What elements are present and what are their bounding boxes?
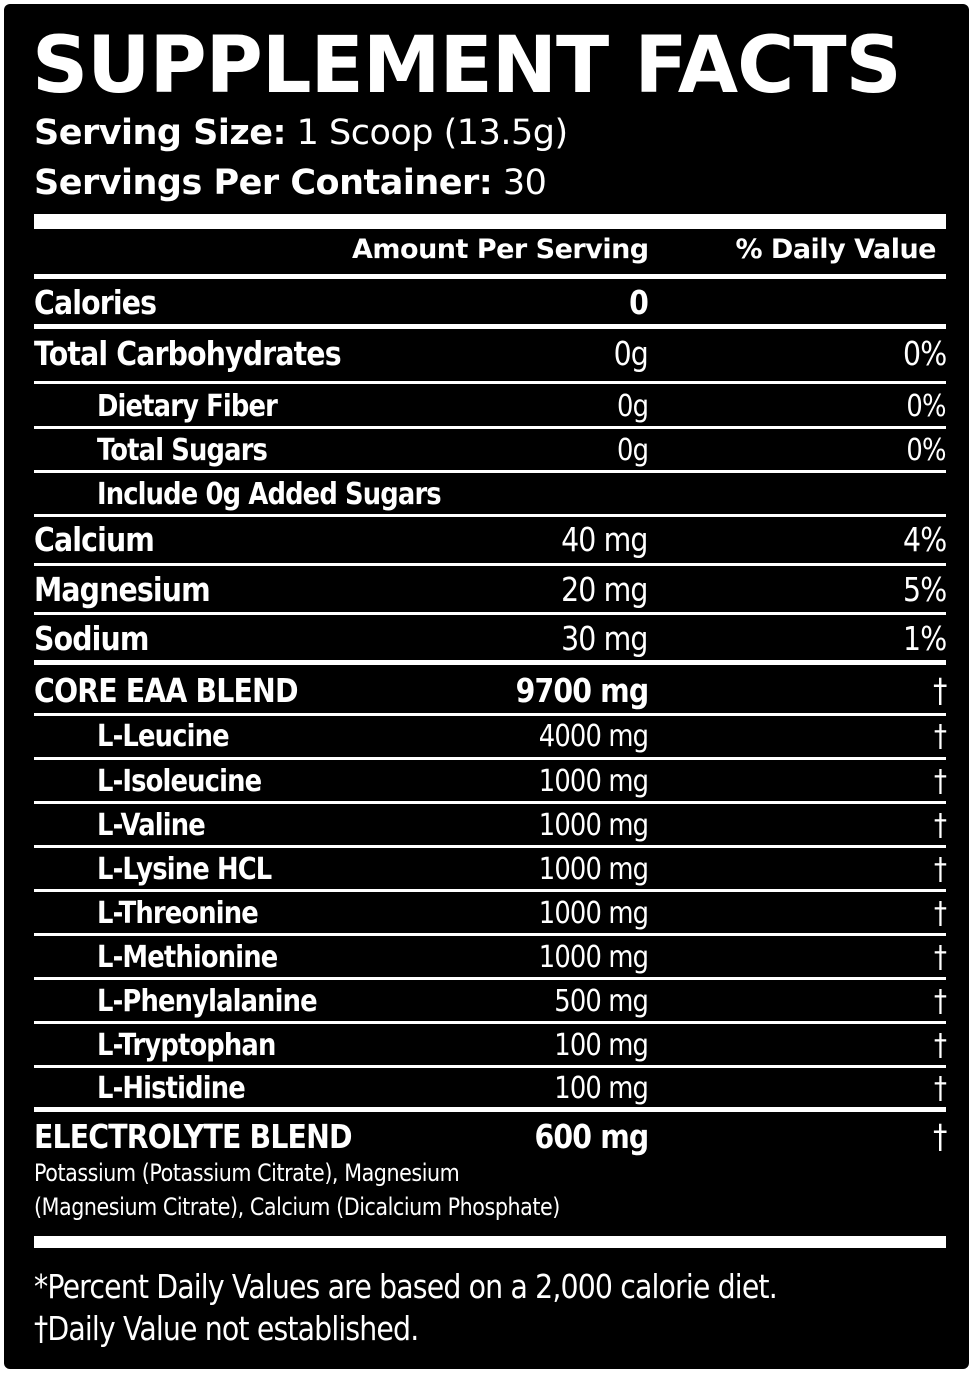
ingredient-amount: 1000 mg [538, 852, 648, 887]
ingredient-name: L-Tryptophan [97, 1028, 276, 1063]
servings-per-container-label: Servings Per Container: [34, 163, 493, 203]
electrolyte-description-line-1: Potassium (Potassium Citrate), Magnesium [34, 1159, 460, 1187]
ingredient-row [34, 805, 946, 847]
nutrient-name: Include 0g Added Sugars [97, 477, 441, 512]
blend-row-core-eaa [34, 669, 946, 713]
ingredient-amount: 100 mg [554, 1028, 648, 1063]
ingredient-amount: 1000 mg [538, 940, 648, 975]
nutrient-dv: 0% [902, 334, 946, 373]
serving-size-label: Serving Size: [34, 113, 286, 153]
ingredient-name: L-Lysine HCL [97, 852, 272, 887]
ingredient-dv: † [933, 764, 946, 799]
ingredient-row [34, 1025, 946, 1067]
nutrient-row-calcium [34, 518, 946, 562]
divider [34, 274, 946, 279]
ingredient-dv: † [933, 984, 946, 1019]
divider [34, 324, 946, 329]
divider [34, 381, 946, 384]
ingredient-name: L-Histidine [97, 1071, 245, 1106]
serving-size [34, 111, 568, 155]
ingredient-row [34, 937, 946, 979]
divider [34, 801, 946, 804]
divider-thick [34, 1236, 946, 1248]
ingredient-amount: 1000 mg [538, 896, 648, 931]
divider [34, 1107, 946, 1112]
ingredient-name: L-Methionine [97, 940, 278, 975]
ingredient-name: L-Phenylalanine [97, 984, 317, 1019]
nutrient-name: Calories [34, 283, 157, 322]
nutrient-row-calories [34, 283, 946, 323]
serving-size-value: 1 Scoop (13.5g) [296, 113, 568, 153]
ingredient-dv: † [933, 852, 946, 887]
nutrient-amount: 0 [629, 283, 648, 322]
ingredient-row [34, 1068, 946, 1110]
blend-dv: † [932, 1117, 946, 1156]
header-amount-per-serving: Amount Per Serving [352, 234, 649, 265]
ingredient-dv: † [933, 940, 946, 975]
blend-dv: † [932, 671, 946, 710]
nutrient-name: Total Carbohydrates [34, 334, 341, 373]
ingredient-name: L-Isoleucine [97, 764, 262, 799]
divider [34, 1021, 946, 1024]
nutrient-row-total-sugars [34, 431, 946, 471]
divider [34, 470, 946, 473]
ingredient-row [34, 981, 946, 1023]
nutrient-name: Dietary Fiber [97, 389, 278, 424]
nutrient-name: Total Sugars [97, 433, 268, 468]
divider [34, 612, 946, 615]
nutrient-dv: 0% [906, 433, 946, 468]
nutrient-dv: 5% [902, 570, 946, 609]
nutrient-amount: 20 mg [561, 570, 648, 609]
divider [34, 757, 946, 760]
blend-amount: 600 mg [534, 1117, 648, 1156]
nutrient-amount: 30 mg [561, 619, 648, 658]
nutrient-amount: 40 mg [561, 520, 648, 559]
ingredient-amount: 1000 mg [538, 808, 648, 843]
ingredient-amount: 4000 mg [538, 719, 648, 754]
ingredient-row [34, 761, 946, 803]
supplement-facts-panel [4, 4, 969, 1369]
nutrient-dv: 4% [902, 520, 946, 559]
ingredient-row [34, 893, 946, 935]
servings-per-container-value: 30 [502, 163, 547, 203]
ingredient-dv: † [933, 808, 946, 843]
ingredient-amount: 1000 mg [538, 764, 648, 799]
label-title: SUPPLEMENT FACTS [32, 21, 901, 111]
nutrient-row-dietary-fiber [34, 387, 946, 427]
divider [34, 426, 946, 429]
ingredient-dv: † [933, 719, 946, 754]
blend-row-electrolyte [34, 1115, 946, 1159]
nutrient-name: Magnesium [34, 570, 210, 609]
footnote-percent-dv: *Percent Daily Values are based on a 2,000 calorie diet. [34, 1267, 777, 1306]
nutrient-row-total-carbohydrates [34, 333, 946, 375]
servings-per-container [34, 161, 546, 205]
nutrient-amount: 0g [616, 433, 648, 468]
nutrient-dv: 1% [902, 619, 946, 658]
ingredient-dv: † [933, 1028, 946, 1063]
divider [34, 933, 946, 936]
divider [34, 660, 946, 665]
blend-name: CORE EAA BLEND [34, 671, 298, 710]
nutrient-name: Calcium [34, 520, 155, 559]
blend-amount: 9700 mg [515, 671, 648, 710]
ingredient-row [34, 716, 946, 758]
divider-thick [34, 214, 946, 229]
nutrient-row-added-sugars [34, 475, 946, 515]
footnote-dagger: †Daily Value not established. [34, 1309, 419, 1348]
header-daily-value: % Daily Value [735, 234, 936, 265]
nutrient-amount: 0g [616, 389, 648, 424]
divider [34, 845, 946, 848]
ingredient-name: L-Leucine [97, 719, 229, 754]
divider [34, 889, 946, 892]
nutrient-name: Sodium [34, 619, 149, 658]
ingredient-amount: 500 mg [554, 984, 648, 1019]
ingredient-dv: † [933, 896, 946, 931]
divider [34, 514, 946, 517]
blend-name: ELECTROLYTE BLEND [34, 1117, 352, 1156]
ingredient-name: L-Threonine [97, 896, 258, 931]
divider [34, 563, 946, 566]
ingredient-amount: 100 mg [554, 1071, 648, 1106]
ingredient-dv: † [933, 1071, 946, 1106]
nutrient-row-sodium [34, 617, 946, 661]
divider [34, 977, 946, 980]
nutrient-amount: 0g [613, 334, 648, 373]
ingredient-row [34, 849, 946, 891]
nutrient-dv: 0% [906, 389, 946, 424]
electrolyte-description-line-2: (Magnesium Citrate), Calcium (Dicalcium Phosphate) [34, 1193, 560, 1221]
ingredient-name: L-Valine [97, 808, 205, 843]
nutrient-row-magnesium [34, 568, 946, 612]
